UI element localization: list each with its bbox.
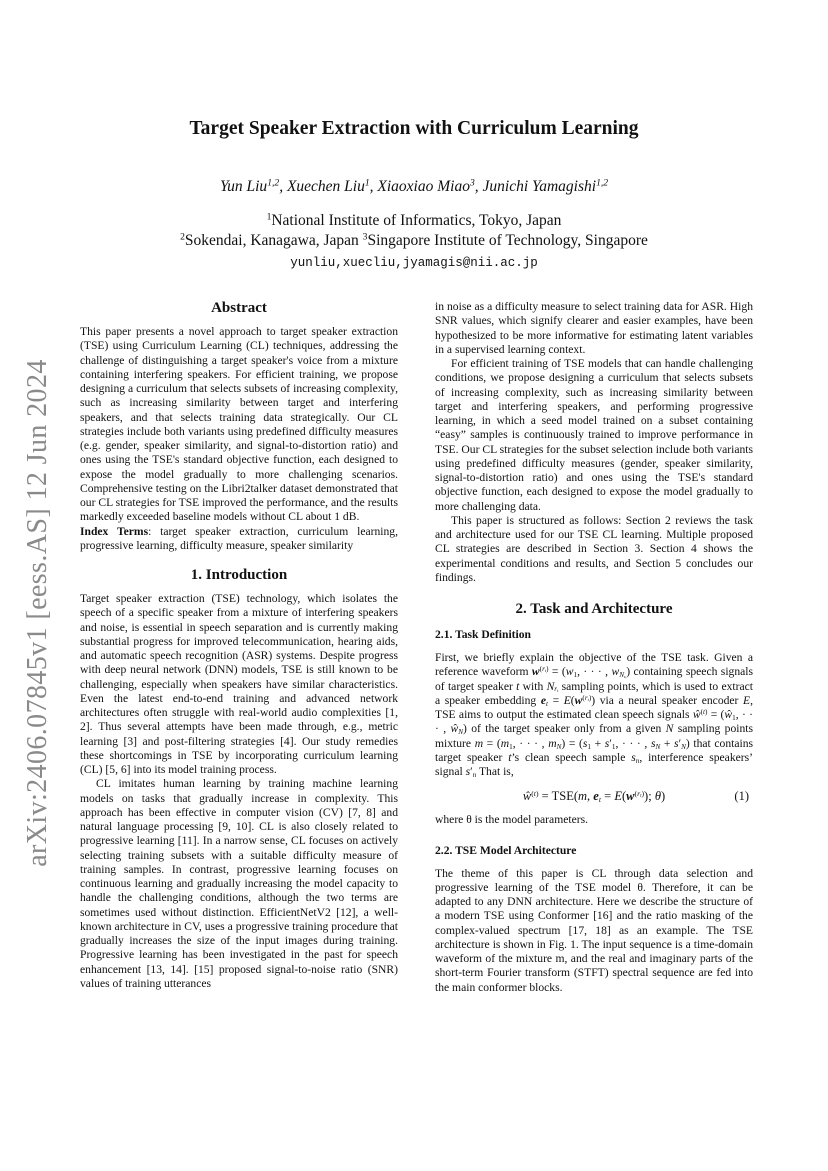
abstract-text: This paper presents a novel approach to target speaker extraction (TSE) using Curriculum Learning (CL) techniques, addressing the challenge of distinguishing a target speaker's voice from a mixture containing interfering speakers. For efficient training, we propose designing a curriculum that selects subsets of increasing complexity, such as increasing similarity between target and interfering speakers, and that selects training data strategically. Our CL strategies include both variants using predefined difficulty measures (e.g. gender, speaker similarity, and signal-to-distortion ratio) and ones using the TSE's standard objective function, each designed to expose the model gradually to more challenging scenarios. Comprehensive testing on the Libri2talker dataset demonstrated that our CL strategies for TSE improved the performance, and the results markedly exceeded baseline models without CL about 1 dB. (80, 325, 398, 524)
tse-architecture-heading: 2.2. TSE Model Architecture (435, 843, 577, 857)
task-definition-paragraph: First, we briefly explain the objective of the TSE task. Given a reference waveform $w^{(r_t)} = (w_1$, · · · , $w_{N_{r_t}}$) containing speech signals of target speaker t with $N_{r_t}$ sampling points, which is used to extract a speaker embedding $e_t = E(w^{(r_t)})$ via a neural speaker encoder E, TSE aims to output the estimated clean speech signals $ŵ^{(t)}$ = ($ŵ_1$, · · · , $ŵ_N$) of the target speaker only from a given N sampling points mixture $m = (m_1$, · · · , $m_N) = (s_1 + s'_1$, · · · , $s_N + s'_N$) that contains target speaker t’s clean speech sample $s_n$, interference speakers’ signal $s'_n$ That is, (435, 651, 754, 779)
left-column (80, 300, 398, 991)
task-definition-heading: 2.1. Task Definition (435, 628, 531, 641)
equation-explanation: where θ is the model parameters. (435, 813, 588, 827)
index-terms (80, 525, 398, 554)
author: Xiaoxiao Miao (377, 178, 470, 195)
affiliation-2: Sokendai, Kanagawa, Japan (184, 232, 359, 249)
author-affiliation-mark: 1 (364, 177, 370, 189)
intro-paragraph-2: CL imitates human learning by training machine learning models on tasks that gradually increase in complexity. This approach has been effective in computer vision (CV) [7, 8] and natural language processing [9, 10]. CL is also closely related to progressive learning [11]. In a narrow sense, CL focuses on actively selecting training subsets with a suitable difficulty measure of training samples. In contrast, progressive learning focuses on continuous learning and gradually increasing the model capacity to handle the challenging conditions, although the two terms are sometimes used without distinction. EfficientNetV2 [12], a well-known architecture in CV, uses a progressive training procedure that gradually increases the size of the input images during training. Progressive learning has been investigated in the past for speech enhancement [13, 14]. [15] proposed signal-to-noise ratio (SNR) values of training utterances (80, 777, 398, 990)
affiliation-1: National Institute of Informatics, Tokyo, Japan (271, 212, 562, 229)
affiliation-mark: 2 (180, 231, 185, 243)
right-column (435, 300, 753, 995)
author-emails: yunliu,xuecliu,jyamagis@nii.ac.jp (290, 256, 538, 270)
intro-paragraph-3: in noise as a difficulty measure to select training data for ASR. High SNR values, which signify clearer and easier examples, have been hypothesized to be more informative for estimating latent variables in a supervised learning context. (435, 300, 753, 356)
intro-paragraph-4: For efficient training of TSE models that can handle challenging conditions, we propose designing a curriculum that selects subsets of increasing complexity, such as increasing similarity between target and interfering speakers, and performing progressive learning, in which a seed model trained on a subset containing “easy” samples is continuously trained to improve performance in TSE. Our CL strategies for the subset selection include both variants using predefined difficulty measures (gender, speaker similarity, signal-to-distortion ratio) and ones using the TSE's standard objective function, each designed to expose the model gradually to more challenging data. (435, 357, 754, 513)
abstract-heading: Abstract (211, 300, 267, 316)
author: Yun Liu (219, 178, 268, 195)
affiliation-line-1 (0, 212, 828, 230)
introduction-heading: 1. Introduction (190, 567, 288, 583)
author-affiliation-mark: 1,2 (596, 177, 609, 189)
author-affiliation-mark: 3 (469, 177, 475, 189)
author-affiliation-mark: 1,2 (267, 177, 280, 189)
intro-paragraph-5: This paper is structured as follows: Section 2 reviews the task and architecture used for our TSE CL learning. Multiple proposed CL strategies are described in Section 3. Section 4 shows the experimental conditions and results, and Section 5 concludes our findings. (435, 513, 753, 584)
equation-number: (1) (734, 788, 749, 803)
index-terms-text: : target speaker extraction, curriculum learning, progressive learning, difficulty measure, speaker similarity (80, 524, 398, 552)
task-architecture-heading: 2. Task and Architecture (515, 601, 673, 617)
author: Xuechen Liu (286, 178, 365, 195)
paper-title: Target Speaker Extraction with Curriculum Learning (189, 118, 639, 139)
equation-1 (435, 779, 753, 813)
intro-paragraph-1: Target speaker extraction (TSE) technology, which isolates the speech of a specific speaker from a mixture of interfering speakers and noise, is essential in speech separation and is currently making substantial progress for improved telecommunication, hearing aids, and automatic speech recognition (ASR) systems. Despite progress with deep neural network (DNN) models, TSE is still known to be challenging, especially when speakers have similar characteristics. Even the latest end-to-end training and advanced network architectures often struggle with real-world audio complexities [1, 2]. Thus several attempts have been made through, e.g., metric learning [3] and post-filtering strategies [4]. Our study remedies these shortcomings in TSE by incorporating curriculum learning (CL) [5, 6] into its model training process. (80, 592, 398, 776)
architecture-paragraph: The theme of this paper is CL through data selection and progressive learning of the TSE model θ. Therefore, it can be adapted to any DNN architecture. Here we describe the structure of a modern TSE using Conformer [16] and the ratio masking of the complex-valued spectrum [17, 18] as an example. The TSE architecture is shown in Fig. 1. The input sequence is a time-domain waveform of the mixture m, and the real and imaginary parts of the short-term Fourier transform (STFT) spectral sequence are fed into the main conformer blocks. (435, 866, 753, 994)
equation-body: $ŵ^{(t)} = TSE(m$, $e_t = E(w^{(r_t)})$; θ) (522, 788, 666, 804)
index-terms-label: Index Terms (80, 524, 149, 538)
author: Junichi Yamagishi (482, 178, 597, 195)
affiliation-3: Singapore Institute of Technology, Singapore (367, 232, 648, 249)
affiliation-mark: 1 (266, 211, 272, 223)
arxiv-sidebar-stamp (8, 358, 68, 868)
arxiv-id: arXiv:2406.07845v1 [eess.AS] 12 Jun 2024 (22, 359, 53, 867)
affiliation-line-2 (0, 232, 828, 250)
affiliation-mark: 3 (362, 231, 368, 243)
author-list: Yun Liu$^{1,2}$, Xuechen Liu$^1$, Xiaoxiao Miao$^3$, Junichi Yamagishi$^{1,2}$ (219, 177, 609, 195)
